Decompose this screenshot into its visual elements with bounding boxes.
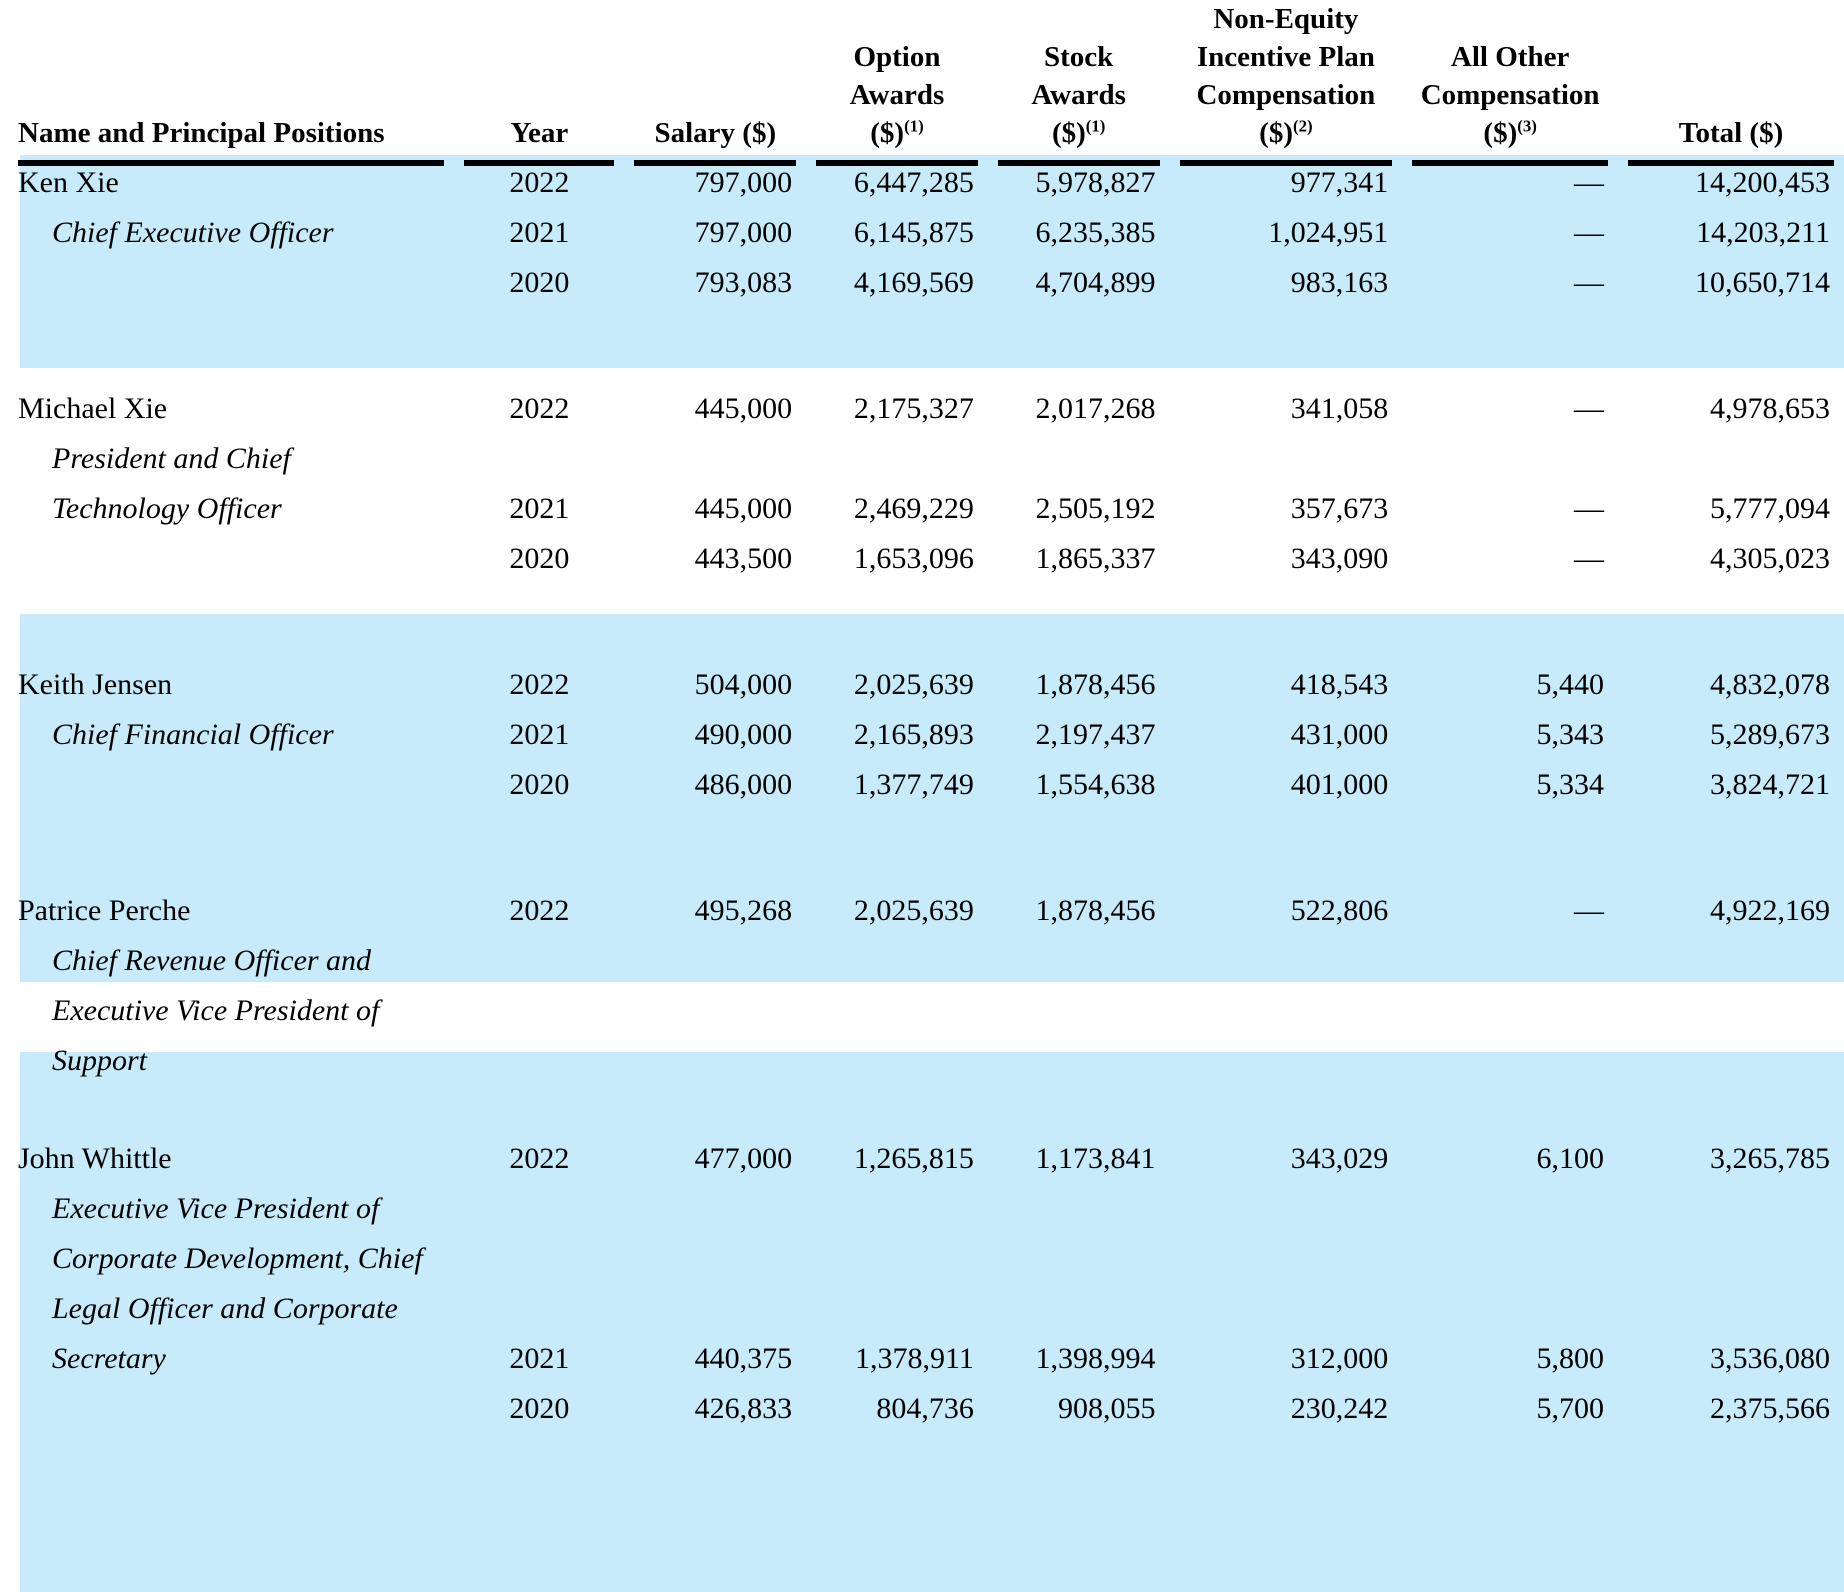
table-row xyxy=(0,1342,1844,1392)
row-stock-awards: 6,235,385 xyxy=(1035,216,1156,249)
row-non-equity-incentive: 522,806 xyxy=(1290,894,1389,927)
row-option-awards: 2,025,639 xyxy=(853,894,974,927)
header-rule-neip xyxy=(1170,158,1403,166)
row-total: 3,265,785 xyxy=(1710,1142,1830,1175)
table-row xyxy=(0,166,1844,216)
option-awards-line-2: Awards xyxy=(849,79,945,111)
executive-name: Patrice Perche xyxy=(18,894,191,927)
header-row xyxy=(0,0,1844,158)
section-gap xyxy=(0,592,1844,668)
row-non-equity-incentive: 312,000 xyxy=(1290,1342,1389,1375)
table-row xyxy=(0,266,1844,316)
row-salary: 486,000 xyxy=(694,768,793,801)
row-stock-awards: 2,017,268 xyxy=(1035,392,1156,425)
table-header xyxy=(0,0,1844,166)
row-non-equity-incentive: 230,242 xyxy=(1290,1392,1389,1425)
column-header-total xyxy=(1618,0,1844,158)
section-gap xyxy=(0,316,1844,392)
row-stock-awards: 1,878,456 xyxy=(1035,668,1156,701)
row-year: 2022 xyxy=(509,392,570,425)
row-year: 2022 xyxy=(509,894,570,927)
neip-line-3: Compensation xyxy=(1196,79,1376,111)
executive-name: Keith Jensen xyxy=(18,668,173,701)
column-header-total-label: Total ($) xyxy=(1678,117,1784,149)
stock-awards-line-2: Awards xyxy=(1031,79,1126,111)
row-all-other-compensation: 6,100 xyxy=(1536,1142,1604,1175)
row-salary: 477,000 xyxy=(694,1142,793,1175)
row-total: 4,305,023 xyxy=(1710,542,1830,575)
section-gap xyxy=(0,1094,1844,1142)
row-stock-awards: 908,055 xyxy=(1058,1392,1156,1425)
row-year: 2020 xyxy=(509,1392,570,1425)
option-awards-line-1: Option xyxy=(853,41,941,73)
header-rule-aoc xyxy=(1402,158,1618,166)
row-non-equity-incentive: 418,543 xyxy=(1290,668,1389,701)
row-stock-awards: 1,173,841 xyxy=(1035,1142,1156,1175)
executive-title-line: Corporate Development, Chief xyxy=(52,1242,423,1275)
row-stock-awards: 1,554,638 xyxy=(1035,768,1156,801)
header-rule-row xyxy=(0,158,1844,166)
header-rule-total xyxy=(1618,158,1844,166)
neip-line-1: Non-Equity xyxy=(1213,3,1359,35)
row-option-awards: 6,145,875 xyxy=(853,216,974,249)
header-rule-year xyxy=(454,158,624,166)
table-row xyxy=(0,1192,1844,1242)
spacer-cell xyxy=(1170,442,1403,492)
row-option-awards: 1,378,911 xyxy=(854,1342,974,1375)
executive-title-line: Legal Officer and Corporate xyxy=(52,1292,398,1325)
row-total: 5,289,673 xyxy=(1710,718,1830,751)
stock-awards-line-1: Stock xyxy=(1044,41,1114,73)
column-header-stock-awards xyxy=(988,0,1170,158)
row-non-equity-incentive: 1,024,951 xyxy=(1268,216,1389,249)
row-option-awards: 2,175,327 xyxy=(853,392,974,425)
executive-title-line: Support xyxy=(52,1044,148,1077)
neip-line-4: ($) xyxy=(1259,117,1293,149)
row-total: 5,777,094 xyxy=(1710,492,1830,525)
executive-title-line: Executive Vice President of xyxy=(52,1192,380,1225)
row-total: 14,203,211 xyxy=(1696,216,1830,249)
row-year: 2022 xyxy=(509,668,570,701)
row-year: 2021 xyxy=(509,1342,570,1375)
row-non-equity-incentive: 343,090 xyxy=(1290,542,1389,575)
spacer-cell xyxy=(1402,442,1618,492)
row-salary: 445,000 xyxy=(694,392,793,425)
spacer-cell xyxy=(454,1242,1844,1292)
row-stock-awards: 2,197,437 xyxy=(1035,718,1156,751)
executive-title-line: Executive Vice President of xyxy=(52,994,380,1027)
table-row xyxy=(0,718,1844,768)
row-stock-awards: 1,398,994 xyxy=(1035,1342,1156,1375)
row-salary: 426,833 xyxy=(694,1392,793,1425)
table-row xyxy=(0,1142,1844,1192)
row-stock-awards: 5,978,827 xyxy=(1035,166,1156,199)
row-option-awards: 1,653,096 xyxy=(853,542,974,575)
row-salary: 445,000 xyxy=(694,492,793,525)
executive-name: John Whittle xyxy=(18,1142,172,1175)
header-rule-stock xyxy=(988,158,1170,166)
option-awards-line-3: ($) xyxy=(870,117,905,149)
row-total: 2,375,566 xyxy=(1710,1392,1830,1425)
row-salary: 793,083 xyxy=(694,266,793,299)
executive-title-line: Chief Financial Officer xyxy=(52,718,334,751)
row-stock-awards: 4,704,899 xyxy=(1035,266,1156,299)
stock-awards-footnote-marker: (1) xyxy=(1085,116,1106,136)
header-rule-option xyxy=(806,158,988,166)
row-total: 4,978,653 xyxy=(1710,392,1830,425)
stock-awards-line-3: ($) xyxy=(1051,117,1086,149)
header-rule-name xyxy=(0,158,454,166)
spacer-cell xyxy=(0,768,454,818)
column-header-name xyxy=(0,0,454,158)
spacer-cell xyxy=(454,944,1844,994)
option-awards-footnote-marker: (1) xyxy=(904,116,924,136)
row-salary: 443,500 xyxy=(694,542,793,575)
column-header-salary xyxy=(624,0,806,158)
row-total: 3,824,721 xyxy=(1710,768,1830,801)
executive-name: Michael Xie xyxy=(18,392,168,425)
row-year: 2021 xyxy=(509,492,570,525)
row-year: 2020 xyxy=(509,266,570,299)
column-header-year xyxy=(454,0,624,158)
row-salary: 504,000 xyxy=(694,668,793,701)
table-row xyxy=(0,668,1844,718)
row-stock-awards: 1,878,456 xyxy=(1035,894,1156,927)
row-salary: 797,000 xyxy=(694,166,793,199)
row-total: 3,536,080 xyxy=(1710,1342,1830,1375)
row-option-awards: 2,469,229 xyxy=(853,492,974,525)
spacer-cell xyxy=(806,442,988,492)
aoc-footnote-marker: (3) xyxy=(1517,116,1537,136)
table-row xyxy=(0,442,1844,492)
column-header-non-equity-incentive xyxy=(1170,0,1403,158)
row-all-other-compensation: — xyxy=(1574,492,1604,525)
row-all-other-compensation: 5,700 xyxy=(1536,1392,1604,1425)
row-option-awards: 4,169,569 xyxy=(853,266,974,299)
row-year: 2022 xyxy=(509,1142,570,1175)
row-option-awards: 1,265,815 xyxy=(853,1142,974,1175)
row-total: 4,832,078 xyxy=(1710,668,1830,701)
table-row xyxy=(0,994,1844,1044)
row-year: 2022 xyxy=(509,166,570,199)
aoc-line-2: Compensation xyxy=(1420,79,1600,111)
row-stock-awards: 2,505,192 xyxy=(1035,492,1156,525)
row-all-other-compensation: 5,334 xyxy=(1536,768,1604,801)
row-salary: 440,375 xyxy=(694,1342,793,1375)
row-all-other-compensation: — xyxy=(1574,166,1604,199)
table-body xyxy=(0,166,1844,1442)
aoc-line-1: All Other xyxy=(1450,41,1570,73)
row-non-equity-incentive: 977,341 xyxy=(1290,166,1389,199)
executive-name: Ken Xie xyxy=(18,166,119,199)
aoc-line-3: ($) xyxy=(1483,117,1518,149)
spacer-cell xyxy=(0,1392,454,1442)
spacer-cell xyxy=(454,442,624,492)
section-gap xyxy=(0,818,1844,894)
row-option-awards: 1,377,749 xyxy=(853,768,974,801)
table-row xyxy=(0,1292,1844,1342)
row-non-equity-incentive: 401,000 xyxy=(1290,768,1389,801)
row-year: 2020 xyxy=(509,542,570,575)
header-rule-salary xyxy=(624,158,806,166)
executive-title-line: Secretary xyxy=(52,1342,166,1375)
row-non-equity-incentive: 431,000 xyxy=(1290,718,1389,751)
column-header-all-other-compensation xyxy=(1402,0,1618,158)
row-non-equity-incentive: 343,029 xyxy=(1290,1142,1389,1175)
spacer-cell xyxy=(454,994,1844,1044)
row-all-other-compensation: 5,343 xyxy=(1536,718,1604,751)
row-all-other-compensation: 5,800 xyxy=(1536,1342,1604,1375)
table-row xyxy=(0,542,1844,592)
table-row xyxy=(0,216,1844,266)
table-row xyxy=(0,1392,1844,1442)
row-option-awards: 2,165,893 xyxy=(853,718,974,751)
row-stock-awards: 1,865,337 xyxy=(1035,542,1156,575)
row-non-equity-incentive: 357,673 xyxy=(1290,492,1389,525)
neip-footnote-marker: (2) xyxy=(1292,116,1313,136)
table-row xyxy=(0,894,1844,944)
spacer-cell xyxy=(0,266,454,316)
table-row xyxy=(0,1242,1844,1292)
row-non-equity-incentive: 983,163 xyxy=(1290,266,1389,299)
column-header-salary-label: Salary ($) xyxy=(654,117,777,149)
row-year: 2021 xyxy=(509,216,570,249)
spacer-cell xyxy=(454,1044,1844,1094)
row-all-other-compensation: — xyxy=(1574,266,1604,299)
spacer-cell xyxy=(624,442,806,492)
spacer-cell xyxy=(1618,442,1844,492)
row-total: 10,650,714 xyxy=(1695,266,1830,299)
row-option-awards: 6,447,285 xyxy=(853,166,974,199)
row-option-awards: 804,736 xyxy=(876,1392,974,1425)
row-year: 2021 xyxy=(509,718,570,751)
row-all-other-compensation: — xyxy=(1574,216,1604,249)
executive-title-line: Technology Officer xyxy=(52,492,282,525)
table-row xyxy=(0,768,1844,818)
row-salary: 495,268 xyxy=(694,894,793,927)
table-row xyxy=(0,944,1844,994)
spacer-cell xyxy=(988,442,1170,492)
column-header-option-awards xyxy=(806,0,988,158)
spacer-cell xyxy=(0,542,454,592)
table-row xyxy=(0,1044,1844,1094)
row-salary: 490,000 xyxy=(694,718,793,751)
row-salary: 797,000 xyxy=(694,216,793,249)
executive-title-line: Chief Revenue Officer and xyxy=(52,944,372,977)
table-row xyxy=(0,492,1844,542)
row-option-awards: 2,025,639 xyxy=(853,668,974,701)
column-header-name-label: Name and Principal Positions xyxy=(18,117,385,149)
spacer-cell xyxy=(454,1192,1844,1242)
spacer-cell xyxy=(454,1292,1844,1342)
row-all-other-compensation: — xyxy=(1574,894,1604,927)
row-year: 2020 xyxy=(509,768,570,801)
row-all-other-compensation: — xyxy=(1574,542,1604,575)
row-all-other-compensation: — xyxy=(1574,392,1604,425)
executive-title-line: President and Chief xyxy=(52,442,291,475)
column-header-year-label: Year xyxy=(510,117,569,149)
executive-title-line: Chief Executive Officer xyxy=(52,216,334,249)
row-all-other-compensation: 5,440 xyxy=(1536,668,1604,701)
row-total: 14,200,453 xyxy=(1695,166,1830,199)
row-non-equity-incentive: 341,058 xyxy=(1290,392,1389,425)
neip-line-2: Incentive Plan xyxy=(1196,41,1375,73)
table-row xyxy=(0,392,1844,442)
row-total: 4,922,169 xyxy=(1710,894,1830,927)
